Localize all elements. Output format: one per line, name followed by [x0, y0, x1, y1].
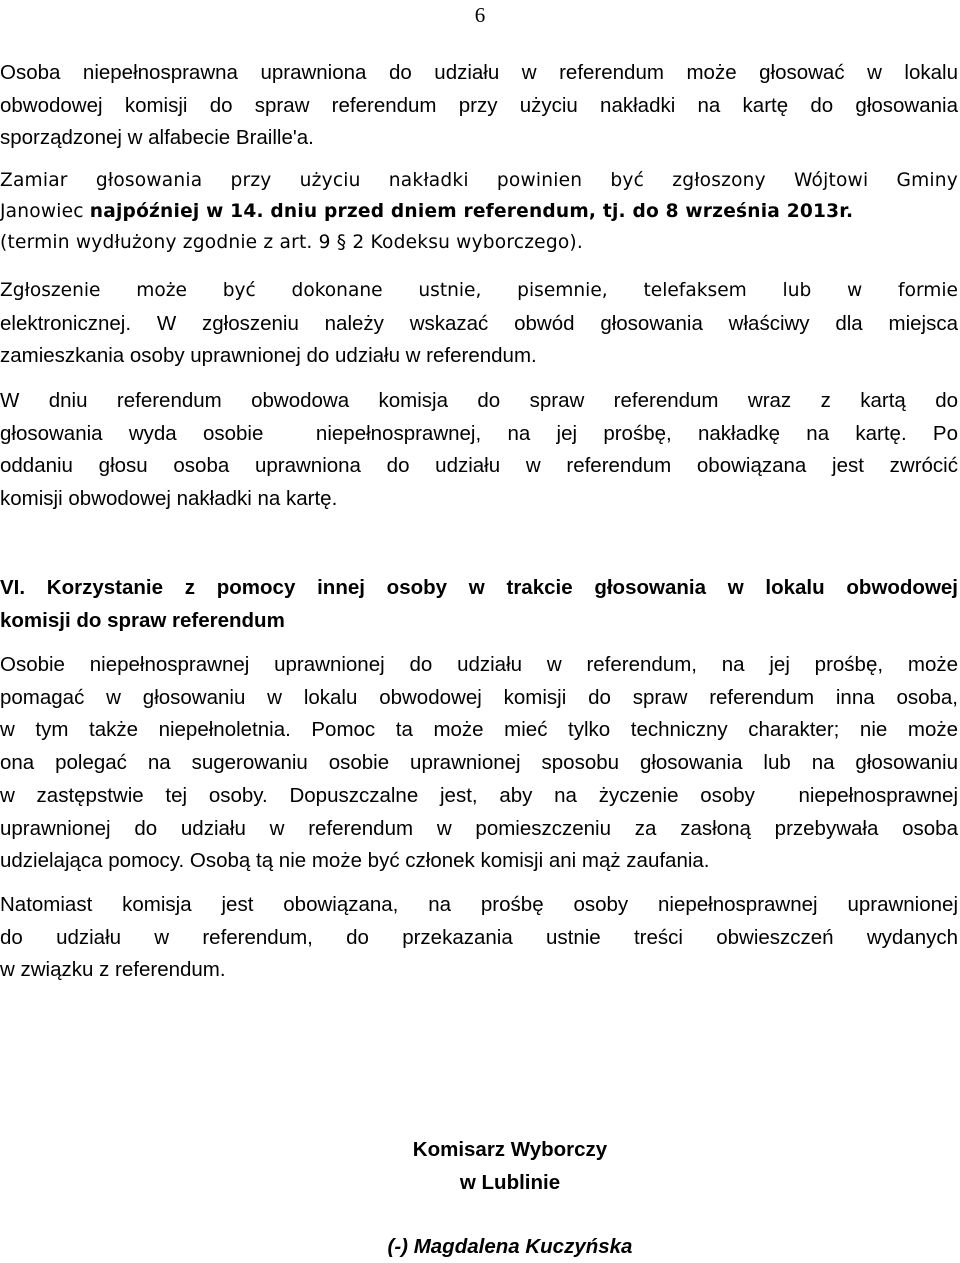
- paragraph-overlay-return: [0, 385, 958, 516]
- paragraph-commission-obligation: [0, 889, 958, 987]
- paragraph-braille-overlay: [0, 57, 958, 155]
- paragraph-line: ona polegać na sugerowaniu osobie uprawnionej sposobu głosowania lub na głosowaniu: [0, 751, 958, 775]
- paragraph-line: Osobie niepełnosprawnej uprawnionej do udziału w referendum, na jej prośbę, może: [0, 653, 958, 676]
- heading-line: komisji do spraw referendum: [0, 609, 285, 632]
- paragraph-assistance-rules: [0, 649, 958, 878]
- paragraph-line: (termin wydłużony zgodnie z art. 9 § 2 Kodeksu wyborczego).: [0, 231, 583, 253]
- paragraph-line: elektronicznej. W zgłoszeniu należy wskazać obwód głosowania właściwy dla miejsca: [0, 311, 958, 335]
- paragraph-text: Janowiec: [0, 200, 90, 222]
- signature-name: (-) Magdalena Kuczyńska: [387, 1235, 633, 1258]
- paragraph-line: udzielająca pomocy. Osobą tą nie może być członek komisji ani mąż zaufania.: [0, 849, 710, 873]
- paragraph-line: obwodowej komisji do spraw referendum przy użyciu nakładki na kartę do głosowania: [0, 93, 958, 117]
- paragraph-line: Natomiast komisja jest obowiązana, na prośbę osoby niepełnosprawnej uprawnionej: [0, 893, 958, 916]
- paragraph-line: w zastępstwie tej osoby. Dopuszczalne jest, aby na życzenie osoby niepełnosprawnej: [0, 783, 958, 807]
- paragraph-line: Zgłoszenie może być dokonane ustnie, pisemnie, telefaksem lub w formie: [0, 280, 958, 301]
- paragraph-line: w tym także niepełnoletnia. Pomoc ta może mieć tylko techniczny charakter; nie może: [0, 718, 958, 742]
- paragraph-notification-form: [0, 275, 958, 373]
- paragraph-line: sporządzonej w alfabecie Braille'a.: [0, 126, 314, 150]
- paragraph-line: głosowania wyda osobie niepełnosprawnej, na jej prośbę, nakładkę na kartę. Po: [0, 421, 958, 445]
- paragraph-line: W dniu referendum obwodowa komisja do spraw referendum wraz z kartą do: [0, 389, 958, 412]
- paragraph-line: komisji obwodowej nakładki na kartę.: [0, 487, 338, 511]
- paragraph-line: w związku z referendum.: [0, 958, 226, 982]
- paragraph-line: pomagać w głosowaniu w lokalu obwodowej komisji do spraw referendum inna osoba,: [0, 685, 958, 709]
- signature-title: Komisarz Wyborczy: [412, 1138, 608, 1161]
- paragraph-line: Osoba niepełnosprawna uprawniona do udziału w referendum może głosować w lokalu: [0, 61, 958, 84]
- paragraph-line: uprawnionej do udziału w referendum w pomieszczeniu za zasłoną przebywała osoba: [0, 816, 958, 840]
- section-heading: [0, 571, 958, 637]
- paragraph-notification-deadline: [0, 166, 958, 258]
- paragraph-line: zamieszkania osoby uprawnionej do udziału w referendum.: [0, 344, 537, 368]
- deadline-emphasis: najpóźniej w 14. dniu przed dniem referendum, tj. do 8 września 2013r.: [89, 200, 854, 222]
- paragraph-line: do udziału w referendum, do przekazania ustnie treści obwieszczeń wydanych: [0, 925, 958, 949]
- paragraph-line: [0, 197, 958, 228]
- signature-location: w Lublinie: [459, 1171, 561, 1194]
- paragraph-line: Zamiar głosowania przy użyciu nakładki powinien być zgłoszony Wójtowi Gminy: [0, 170, 958, 191]
- page-number: 6: [474, 3, 486, 27]
- paragraph-line: oddaniu głosu osoba uprawniona do udziału w referendum obowiązana jest zwrócić: [0, 454, 958, 478]
- heading-line: VI. Korzystanie z pomocy innej osoby w trakcie głosowania w lokalu obwodowej: [0, 576, 958, 599]
